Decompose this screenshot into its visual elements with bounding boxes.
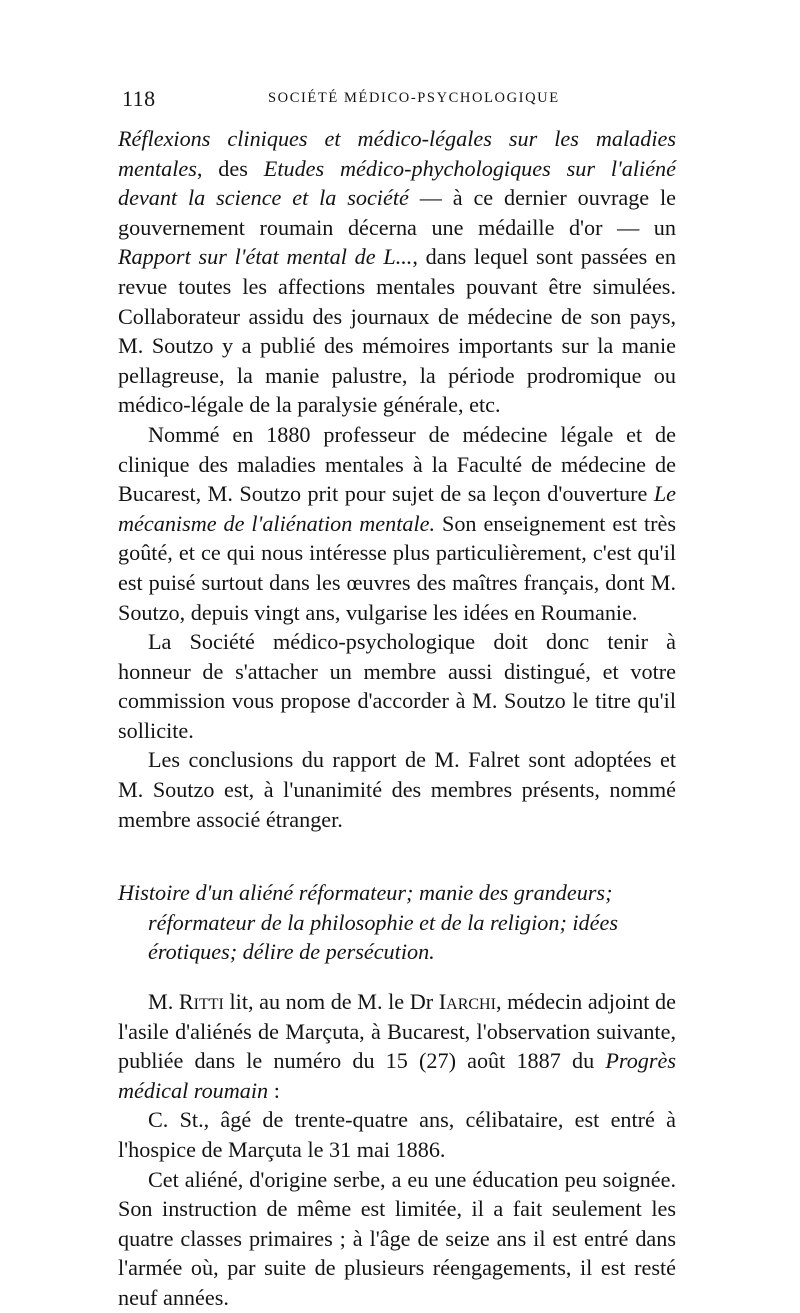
lecture-title: Le mécanisme de l'aliénation mentale. — [118, 481, 676, 536]
paragraph-patient-history: Cet aliéné, d'origine serbe, a eu une éducation peu soignée. Son instruction de même est limitée, il a fait seulement les quatre classes primaires ; à l'âge de seize ans il est entré dans l'armée où, par suite de plusieurs réengagements, il est resté neuf années. — [118, 1166, 676, 1310]
paragraph-works-list — [118, 124, 676, 420]
work-title-rapport: Rapport sur l'état mental de L... — [118, 244, 413, 270]
author-name-ritti: Ritti — [178, 989, 224, 1015]
paragraph-ritti-reading — [118, 987, 676, 1105]
journal-title: Progrès médical roumain — [118, 1048, 676, 1103]
page-number: 118 — [122, 86, 156, 111]
paragraph-conclusions: Les conclusions du rapport de M. Falret sont adoptées et M. Soutzo est, à l'unanimité des membres présents, nommé membre associé étranger. — [118, 747, 676, 832]
text-run: Son enseignement est très goûté, et ce qui nous intéresse plus particulièrement, c'est qu'il est puisé surtout dans les œuvres des maîtres français, dont M. Soutzo, depuis vingt ans, vulgarise les idées en Roumanie. — [118, 510, 677, 625]
section-spacer — [118, 834, 676, 878]
text-run: — à ce dernier ouvrage le gouvernement roumain décerna une médaille d'or — un — [118, 185, 677, 240]
work-title-etudes: Etudes médico-phychologiques sur l'aliéné devant la science et la société — [118, 155, 676, 211]
section-title-line: érotiques; délire de persécution. — [148, 939, 435, 965]
section-spacer — [118, 967, 676, 987]
text-run: M. — [148, 989, 179, 1015]
text-run: , des — [196, 155, 264, 181]
section-title-line: Histoire d'un aliéné réformateur; manie des grandeurs; — [118, 880, 613, 906]
page-header — [122, 86, 682, 116]
text-run: : — [268, 1077, 280, 1103]
section-title-line: réformateur de la philosophie et de la religion; idées — [148, 909, 618, 935]
paragraph-patient-intro: C. St., âgé de trente-quatre ans, célibataire, est entré à l'hospice de Marçuta le 31 mai 1886. — [118, 1107, 676, 1162]
paragraph-professorship — [118, 420, 676, 627]
work-title-reflexions: Réflexions cliniques et médico-légales sur les maladies mentales — [118, 126, 676, 181]
text-run: lit, au nom de M. le Dr — [223, 989, 439, 1015]
author-name-iarchi: Iarchi — [438, 989, 496, 1015]
text-run: , dans lequel sont passées en revue toutes les affections mentales pouvant être simulées. Collaborateur assidu des journaux de médecine de son pays, M. Soutzo y a publié des mémoires importants sur la manie pellagreuse, la manie palustre, la période prodromique ou médico-légale de la paralysie générale, etc. — [118, 244, 676, 418]
text-run: Nommé en 1880 professeur de médecine légale et de clinique des maladies mentales à la Faculté de médecine de Bucarest, M. Soutzo prit pour sujet de sa leçon d'ouverture — [118, 421, 676, 507]
body-text — [118, 124, 676, 1313]
text-run: , médecin adjoint de l'asile d'aliénés de Marçuta, à Bucarest, l'observation suivante, publiée dans le numéro du 15 (27) août 1887 du — [118, 989, 676, 1074]
paragraph-proposal: La Société médico-psychologique doit donc tenir à honneur de s'attacher un membre aussi distingué, et votre commission vous propose d'accorder à M. Soutzo le titre qu'il sollicite. — [118, 629, 676, 743]
running-title: SOCIÉTÉ MÉDICO-PSYCHOLOGIQUE — [268, 90, 560, 106]
section-title — [118, 878, 676, 967]
